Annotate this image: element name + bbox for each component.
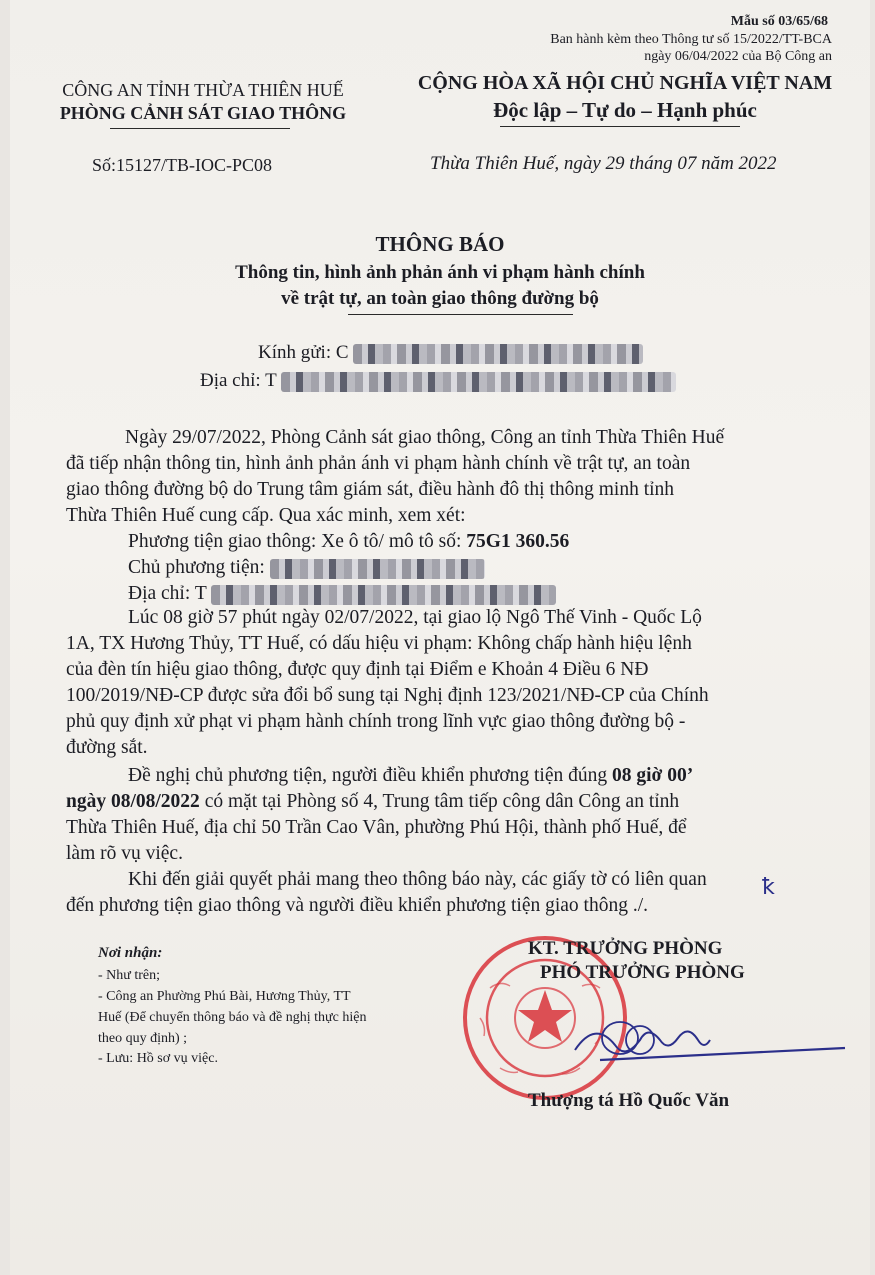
- paragraph4-line1: Khi đến giải quyết phải mang theo thông báo này, các giấy tờ có liên quan: [128, 869, 707, 890]
- paragraph2-line3: của đèn tín hiệu giao thông, được quy định tại Điểm e Khoản 4 Điều 6 NĐ: [66, 659, 649, 680]
- subtitle-underline: [348, 314, 573, 315]
- recipients-item-2: - Công an Phường Phú Bài, Hương Thủy, TT: [98, 989, 351, 1004]
- national-motto: Độc lập – Tự do – Hạnh phúc: [493, 98, 757, 122]
- paragraph2-line4: 100/2019/NĐ-CP được sửa đổi bổ sung tại Nghị định 123/2021/NĐ-CP của Chính: [66, 685, 709, 706]
- paragraph1-line4: Thừa Thiên Huế cung cấp. Qua xác minh, xem xét:: [66, 505, 466, 526]
- owner-address-label: Địa chỉ:: [128, 583, 191, 604]
- recipients-item-4: theo quy định) ;: [98, 1031, 188, 1046]
- handwritten-signature: [570, 1010, 850, 1070]
- recipients-item-3: Huế (Để chuyển thông báo và đề nghị thực hiện: [98, 1010, 367, 1025]
- issued-by-line2: ngày 06/04/2022 của Bộ Công an: [644, 49, 832, 64]
- nation-name: CỘNG HÒA XÃ HỘI CHỦ NGHĨA VIỆT NAM: [417, 72, 833, 94]
- paragraph2-line1: Lúc 08 giờ 57 phút ngày 02/07/2022, tại giao lộ Ngô Thế Vinh - Quốc Lộ: [128, 607, 702, 628]
- owner-line: [128, 555, 485, 582]
- paragraph4-line2: đến phương tiện giao thông và người điều khiển phương tiện giao thông ./.: [66, 895, 649, 916]
- owner-label: Chủ phương tiện:: [128, 557, 265, 578]
- p3-rest: có mặt tại Phòng số 4, Trung tâm tiếp công dân Công an tỉnh: [204, 791, 680, 812]
- vehicle-line: [128, 529, 569, 556]
- vehicle-plate: 75G1 360.56: [466, 531, 570, 552]
- vehicle-label: Phương tiện giao thông: Xe ô tô/ mô tô số:: [128, 531, 462, 552]
- owner-address-line: [128, 581, 556, 608]
- paragraph2-line6: đường sắt.: [66, 737, 148, 758]
- issued-by-line1: Ban hành kèm theo Thông tư số 15/2022/TT-BCA: [550, 32, 832, 47]
- recipients-heading: Nơi nhận:: [98, 945, 163, 961]
- document-number: Số:15127/TB-IOC-PC08: [92, 155, 273, 175]
- paragraph3-line3: Thừa Thiên Huế, địa chỉ 50 Trần Cao Vân, phường Phú Hội, thành phố Huế, để: [66, 817, 687, 838]
- recipient-address-line: [200, 370, 676, 392]
- paragraph2-line5: phủ quy định xử phạt vi phạm hành chính trong lĩnh vực giao thông đường bộ -: [66, 711, 686, 732]
- document-subtitle-line1: Thông tin, hình ảnh phản ánh vi phạm hành chính: [235, 262, 645, 283]
- appointment-time: 08 giờ 00’: [612, 765, 694, 786]
- document-title: THÔNG BÁO: [375, 232, 505, 256]
- motto-underline: [500, 126, 740, 127]
- paragraph3-line2: [66, 789, 679, 816]
- paragraph3-line1: [128, 763, 693, 790]
- recipient-address-label: Địa chỉ:: [200, 370, 261, 391]
- signer-name: Thượng tá Hồ Quốc Văn: [528, 1090, 730, 1111]
- signature-title-2: PHÓ TRƯỞNG PHÒNG: [540, 962, 745, 983]
- redacted-recipient-address: [281, 372, 676, 392]
- recipient-visible-initial: C: [335, 342, 349, 363]
- paragraph2-line2: 1A, TX Hương Thủy, TT Huế, có dấu hiệu vi phạm: Không chấp hành hiệu lệnh: [66, 633, 692, 654]
- recipient-label: Kính gửi:: [258, 342, 332, 363]
- redacted-recipient-name: [353, 344, 643, 364]
- form-number: Mẫu số 03/65/68: [730, 14, 828, 29]
- agency-name: PHÒNG CẢNH SÁT GIAO THÔNG: [59, 103, 347, 123]
- redacted-owner-name: [270, 559, 485, 579]
- recipients-item-5: - Lưu: Hồ sơ vụ việc.: [98, 1051, 218, 1066]
- recipients-item-1: - Như trên;: [98, 968, 161, 983]
- document-page: [10, 0, 870, 1275]
- appointment-date: ngày 08/08/2022: [66, 791, 200, 812]
- signature-title-1: KT. TRƯỞNG PHÒNG: [528, 938, 723, 959]
- recipient-line: [258, 342, 643, 364]
- recipient-address-initial: T: [265, 370, 277, 391]
- handwritten-tick-mark: ꝁ: [762, 875, 775, 900]
- agency-parent: CÔNG AN TỈNH THỪA THIÊN HUẾ: [62, 80, 344, 100]
- agency-underline: [110, 128, 290, 129]
- paragraph3-line4: làm rõ vụ việc.: [66, 843, 183, 864]
- owner-address-initial: T: [194, 583, 207, 604]
- paragraph1-line2: đã tiếp nhận thông tin, hình ảnh phản ánh vi phạm hành chính về trật tự, an toàn: [66, 453, 691, 474]
- paragraph1-line1: Ngày 29/07/2022, Phòng Cảnh sát giao thông, Công an tỉnh Thừa Thiên Huế: [125, 427, 725, 448]
- redacted-owner-address: [211, 585, 556, 605]
- paragraph1-line3: giao thông đường bộ do Trung tâm giám sát, điều hành đô thị thông minh tỉnh: [66, 479, 675, 500]
- document-subtitle-line2: về trật tự, an toàn giao thông đường bộ: [281, 288, 599, 309]
- p3-prefix: Đề nghị chủ phương tiện, người điều khiển phương tiện đúng: [128, 765, 608, 786]
- date-line: Thừa Thiên Huế, ngày 29 tháng 07 năm 2022: [430, 153, 777, 174]
